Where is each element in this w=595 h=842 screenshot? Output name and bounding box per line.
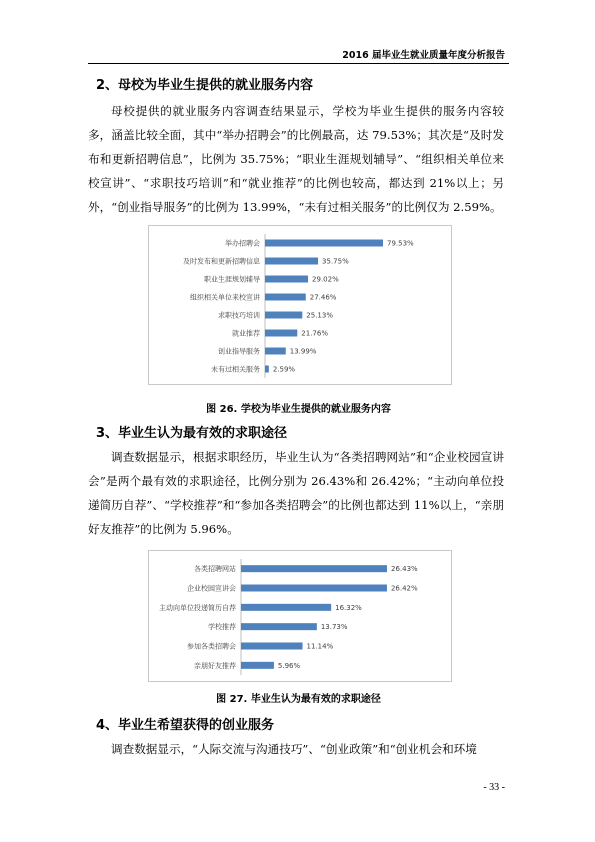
category-label: 未有过相关服务 xyxy=(211,365,260,374)
section-2-paragraph: 母校提供的就业服务内容调查结果显示，学校为毕业生提供的服务内容较多，涵盖比较全面，其中“举办招聘会”的比例最高，达 79.53%；其次是“及时发布和更新招聘信息”，比例为 35.75%；“职业生涯规划辅导”、“组织相关单位来校宣讲”、“求职技巧培训”和“就业推荐”的比例也较高，都达到 21%以上；另外，“创业指导服务”的比例为 13.99%，“未有过相关服务”的比例仅为 2.59%。 xyxy=(88,104,504,214)
category-label: 参加各类招聘会 xyxy=(187,642,236,651)
bar xyxy=(241,604,331,611)
category-label: 各类招聘网站 xyxy=(194,565,236,574)
bar xyxy=(265,240,383,247)
category-label: 及时发布和更新招聘信息 xyxy=(183,257,260,266)
page-number: - 33 - xyxy=(483,782,505,793)
bar xyxy=(265,366,269,373)
category-label: 亲朋好友推荐 xyxy=(194,661,236,670)
figure-27-chart xyxy=(148,550,452,682)
value-label: 21.76% xyxy=(301,329,328,338)
header-title: 2016 届毕业生就业质量年度分析报告 xyxy=(342,50,505,61)
category-label: 组织相关单位来校宣讲 xyxy=(190,293,260,302)
value-label: 25.13% xyxy=(306,311,333,320)
figure-27-caption: 图 27. 毕业生认为最有效的求职途径 xyxy=(216,694,381,705)
bar xyxy=(241,662,274,669)
category-label: 主动向单位投递简历自荐 xyxy=(159,603,236,612)
bar xyxy=(265,312,302,319)
figure-26-caption: 图 26. 学校为毕业生提供的就业服务内容 xyxy=(206,404,391,415)
value-label: 2.59% xyxy=(272,365,296,374)
bar xyxy=(265,294,306,301)
bar xyxy=(265,258,318,265)
bar xyxy=(241,585,387,592)
section-2-title: 2、母校为毕业生提供的就业服务内容 xyxy=(96,78,314,93)
value-label: 26.42% xyxy=(390,584,418,593)
section-3-title: 3、毕业生认为最有效的求职途径 xyxy=(96,426,288,441)
section-3-paragraph: 调查数据显示，根据求职经历，毕业生认为“各类招聘网站”和“企业校园宣讲会”是两个最有效的求职途径，比例分别为 26.43%和 26.42%；“主动向单位投递简历自荐”、“学校推荐”和“参加各类招聘会”的比例也都达到 11%以上，“亲朋好友推荐”的比例为 5.96%。 xyxy=(88,450,504,536)
value-label: 5.96% xyxy=(277,661,301,670)
category-label: 举办招聘会 xyxy=(225,239,260,248)
category-label: 求职技巧培训 xyxy=(218,311,260,320)
value-label: 27.46% xyxy=(309,293,337,302)
bar xyxy=(265,330,297,337)
section-4-title: 4、毕业生希望获得的创业服务 xyxy=(96,718,275,733)
figure-26-svg xyxy=(149,226,451,384)
category-label: 创业指导服务 xyxy=(218,347,260,356)
value-label: 11.14% xyxy=(306,642,334,651)
category-label: 职业生涯规划辅导 xyxy=(204,275,260,284)
bar xyxy=(241,623,317,630)
figure-26-chart xyxy=(148,225,452,385)
bar xyxy=(265,348,286,355)
value-label: 13.99% xyxy=(289,347,317,356)
category-label: 企业校园宣讲会 xyxy=(187,584,236,593)
bar xyxy=(241,643,303,650)
value-label: 26.43% xyxy=(391,565,418,574)
section-4-paragraph: 调查数据显示，“人际交流与沟通技巧”、“创业政策”和“创业机会和环境 xyxy=(111,742,477,756)
value-label: 13.73% xyxy=(320,623,348,632)
value-label: 29.02% xyxy=(312,275,339,284)
page-header xyxy=(88,47,509,64)
value-label: 79.53% xyxy=(387,239,414,248)
bar xyxy=(241,565,387,572)
bar xyxy=(265,276,308,283)
figure-27-svg xyxy=(149,551,451,681)
category-label: 就业推荐 xyxy=(232,329,260,338)
category-label: 学校推荐 xyxy=(208,623,236,632)
value-label: 16.32% xyxy=(335,603,362,612)
value-label: 35.75% xyxy=(322,257,349,266)
